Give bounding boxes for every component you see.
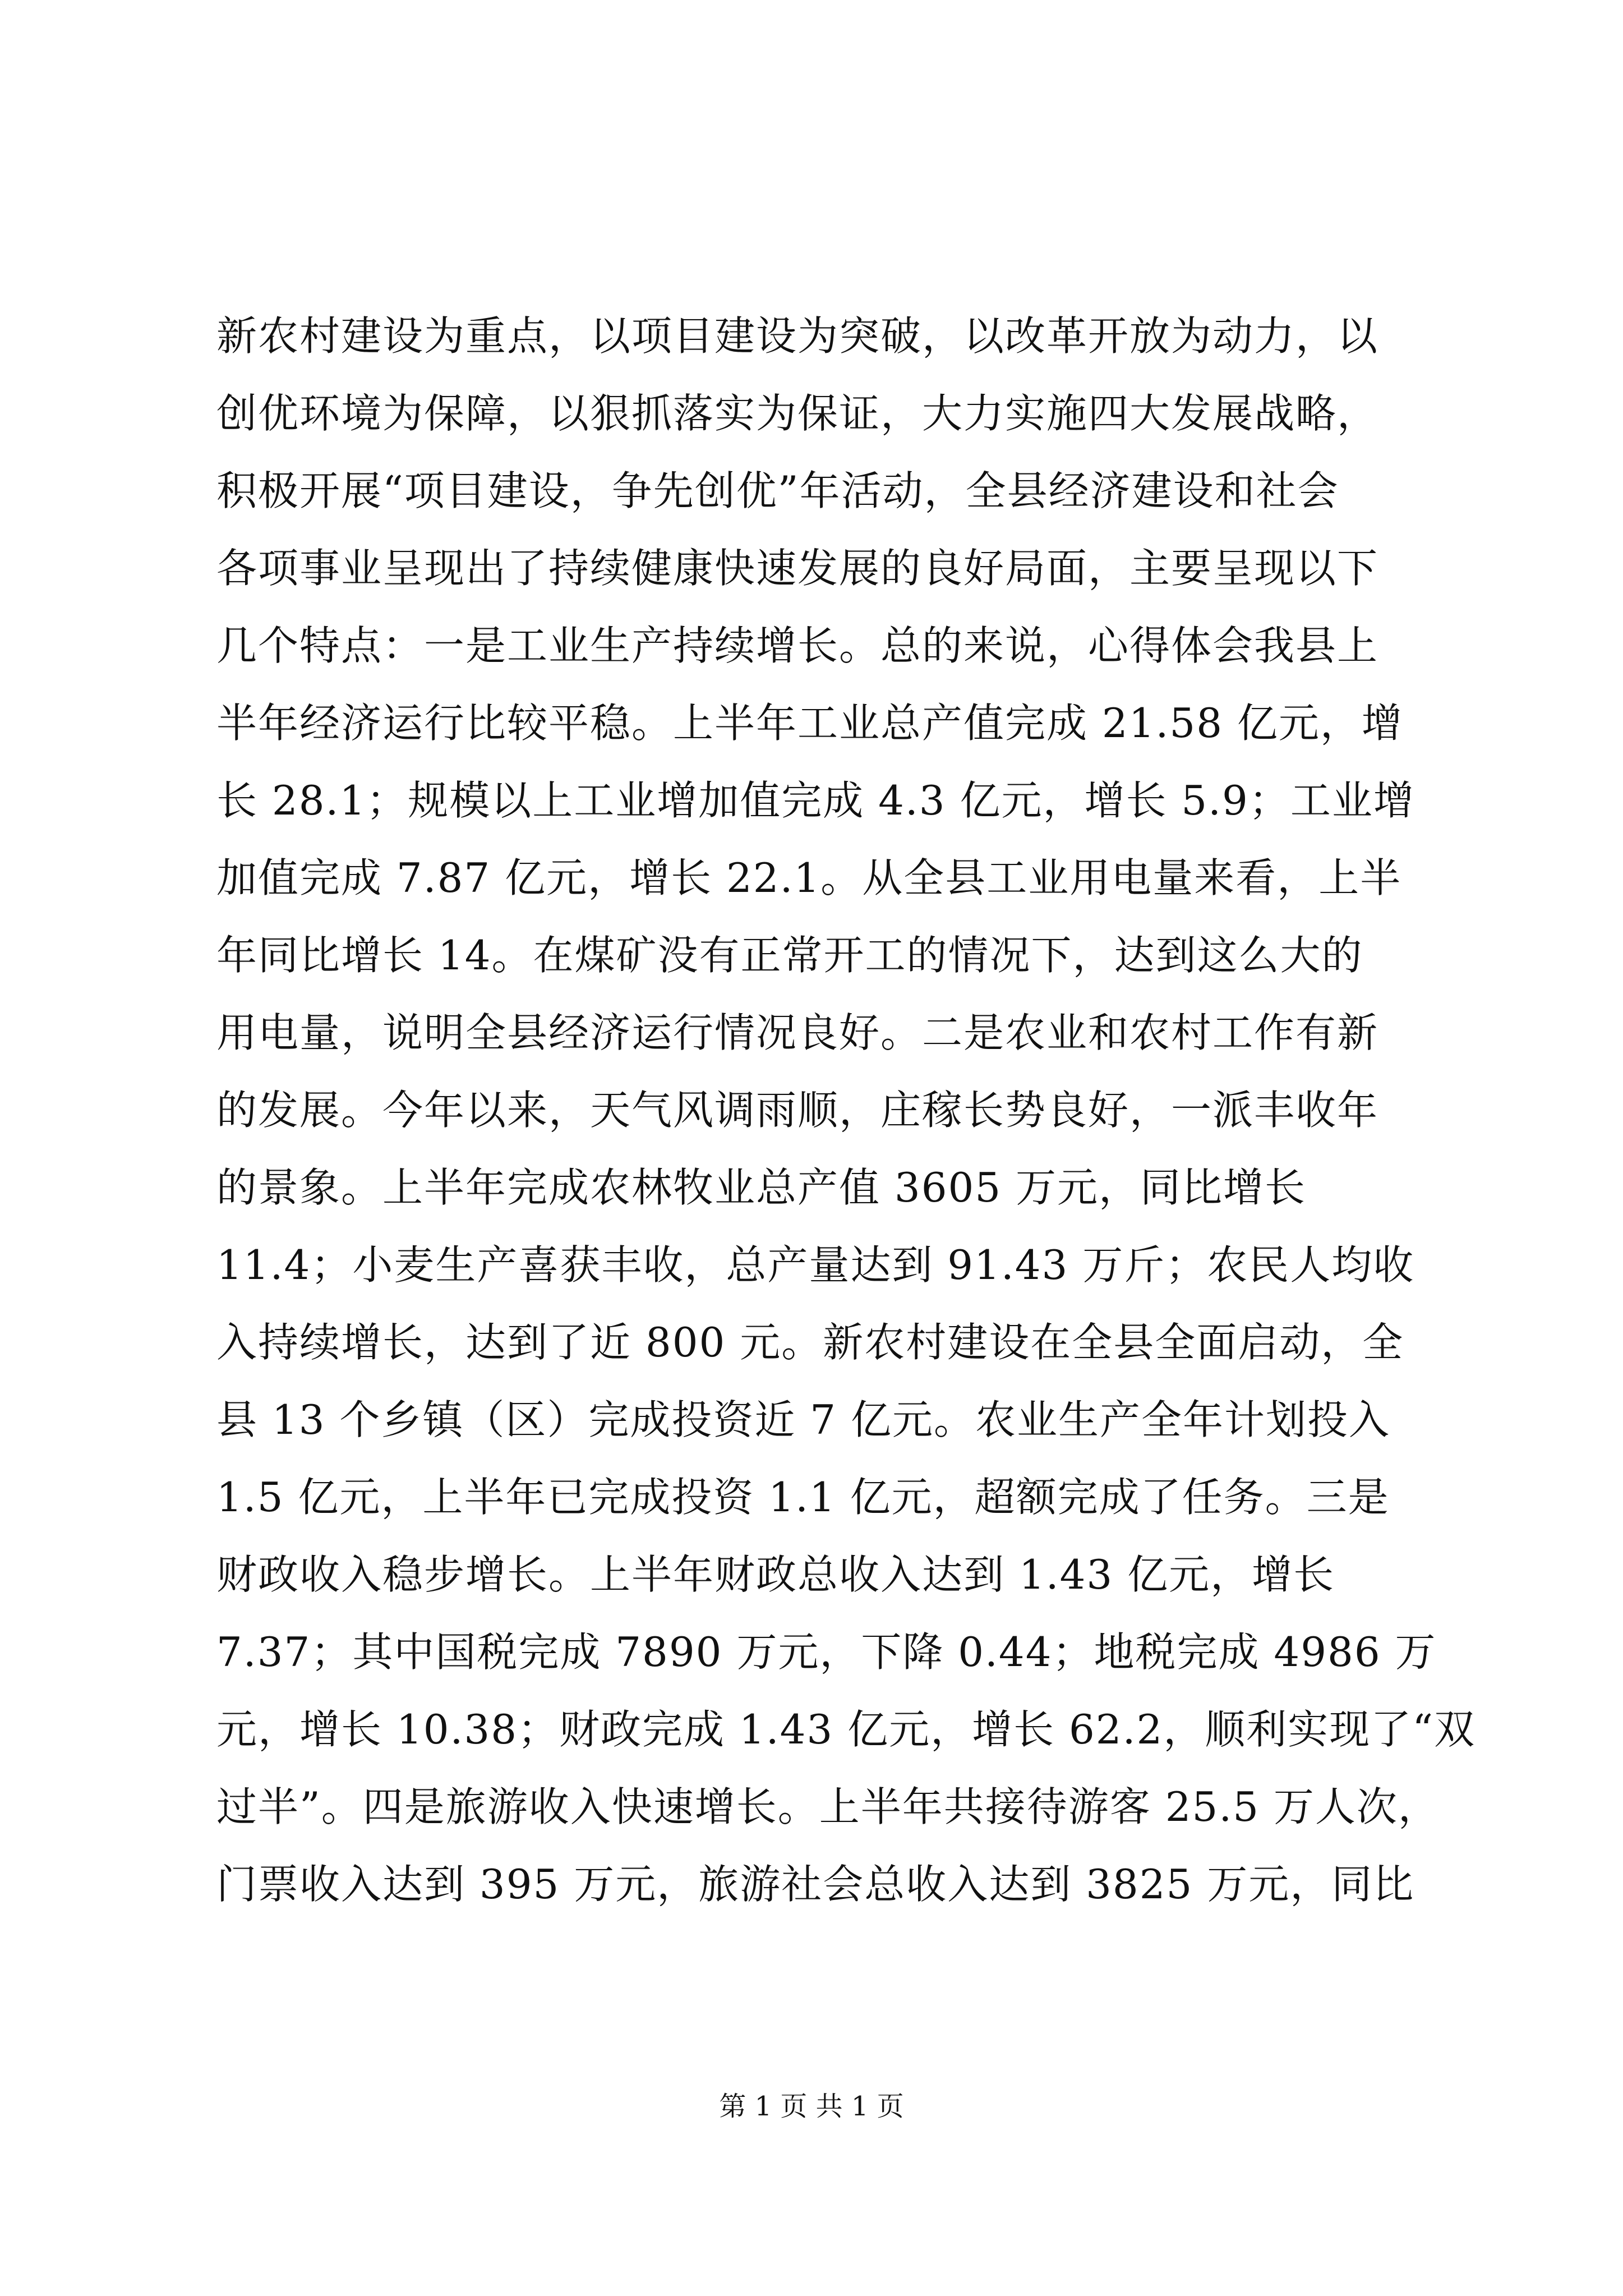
text-line: 新农村建设为重点，以项目建设为突破，以改革开放为动力，以 [216,312,1379,360]
page-number: 第 1 页 共 1 页 [719,2091,904,2122]
text-line: 县 13 个乡镇（区）完成投资近 7 亿元。农业生产全年计划投入 [216,1396,1390,1443]
text-line: 的发展。今年以来，天气风调雨顺，庄稼长势良好，一派丰收年 [216,1087,1379,1134]
text-line: 财政收入稳步增长。上半年财政总收入达到 1.43 亿元，增长 [216,1551,1335,1598]
text-line: 过半”。四是旅游收入快速增长。上半年共接待游客 25.5 万人次， [216,1783,1440,1830]
text-line: 用电量，说明全县经济运行情况良好。二是农业和农村工作有新 [216,1009,1379,1056]
text-line: 年同比增长 14。在煤矿没有正常开工的情况下，达到这么大的 [216,932,1363,979]
body-text [216,297,1476,1923]
text-line: 入持续增长，达到了近 800 元。新农村建设在全县全面启动，全 [216,1319,1404,1366]
text-line: 门票收入达到 395 万元，旅游社会总收入达到 3825 万元，同比 [216,1861,1415,1908]
text-line: 半年经济运行比较平稳。上半年工业总产值完成 21.58 亿元，增 [216,700,1403,747]
text-line: 11.4；小麦生产喜获丰收，总产量达到 91.43 万斤；农民人均收 [216,1241,1415,1289]
text-line: 7.37；其中国税完成 7890 万元，下降 0.44；地税完成 4986 万 [216,1628,1437,1676]
text-line: 1.5 亿元，上半年已完成投资 1.1 亿元，超额完成了任务。三是 [216,1474,1390,1521]
text-line: 的景象。上半年完成农林牧业总产值 3605 万元，同比增长 [216,1164,1307,1211]
text-line: 积极开展“项目建设，争先创优”年活动，全县经济建设和社会 [216,467,1339,514]
text-line: 长 28.1；规模以上工业增加值完成 4.3 亿元，增长 5.9；工业增 [216,777,1415,824]
text-line: 元，增长 10.38；财政完成 1.43 亿元，增长 62.2，顺利实现了“双 [216,1706,1476,1753]
text-line: 几个特点：一是工业生产持续增长。总的来说，心得体会我县上 [216,622,1379,669]
text-line: 各项事业呈现出了持续健康快速发展的良好局面，主要呈现以下 [216,545,1379,592]
page-footer [0,2087,1623,2126]
text-line: 创优环境为保障，以狠抓落实为保证，大力实施四大发展战略， [216,390,1379,437]
text-line: 加值完成 7.87 亿元，增长 22.1。从全县工业用电量来看，上半 [216,854,1402,901]
